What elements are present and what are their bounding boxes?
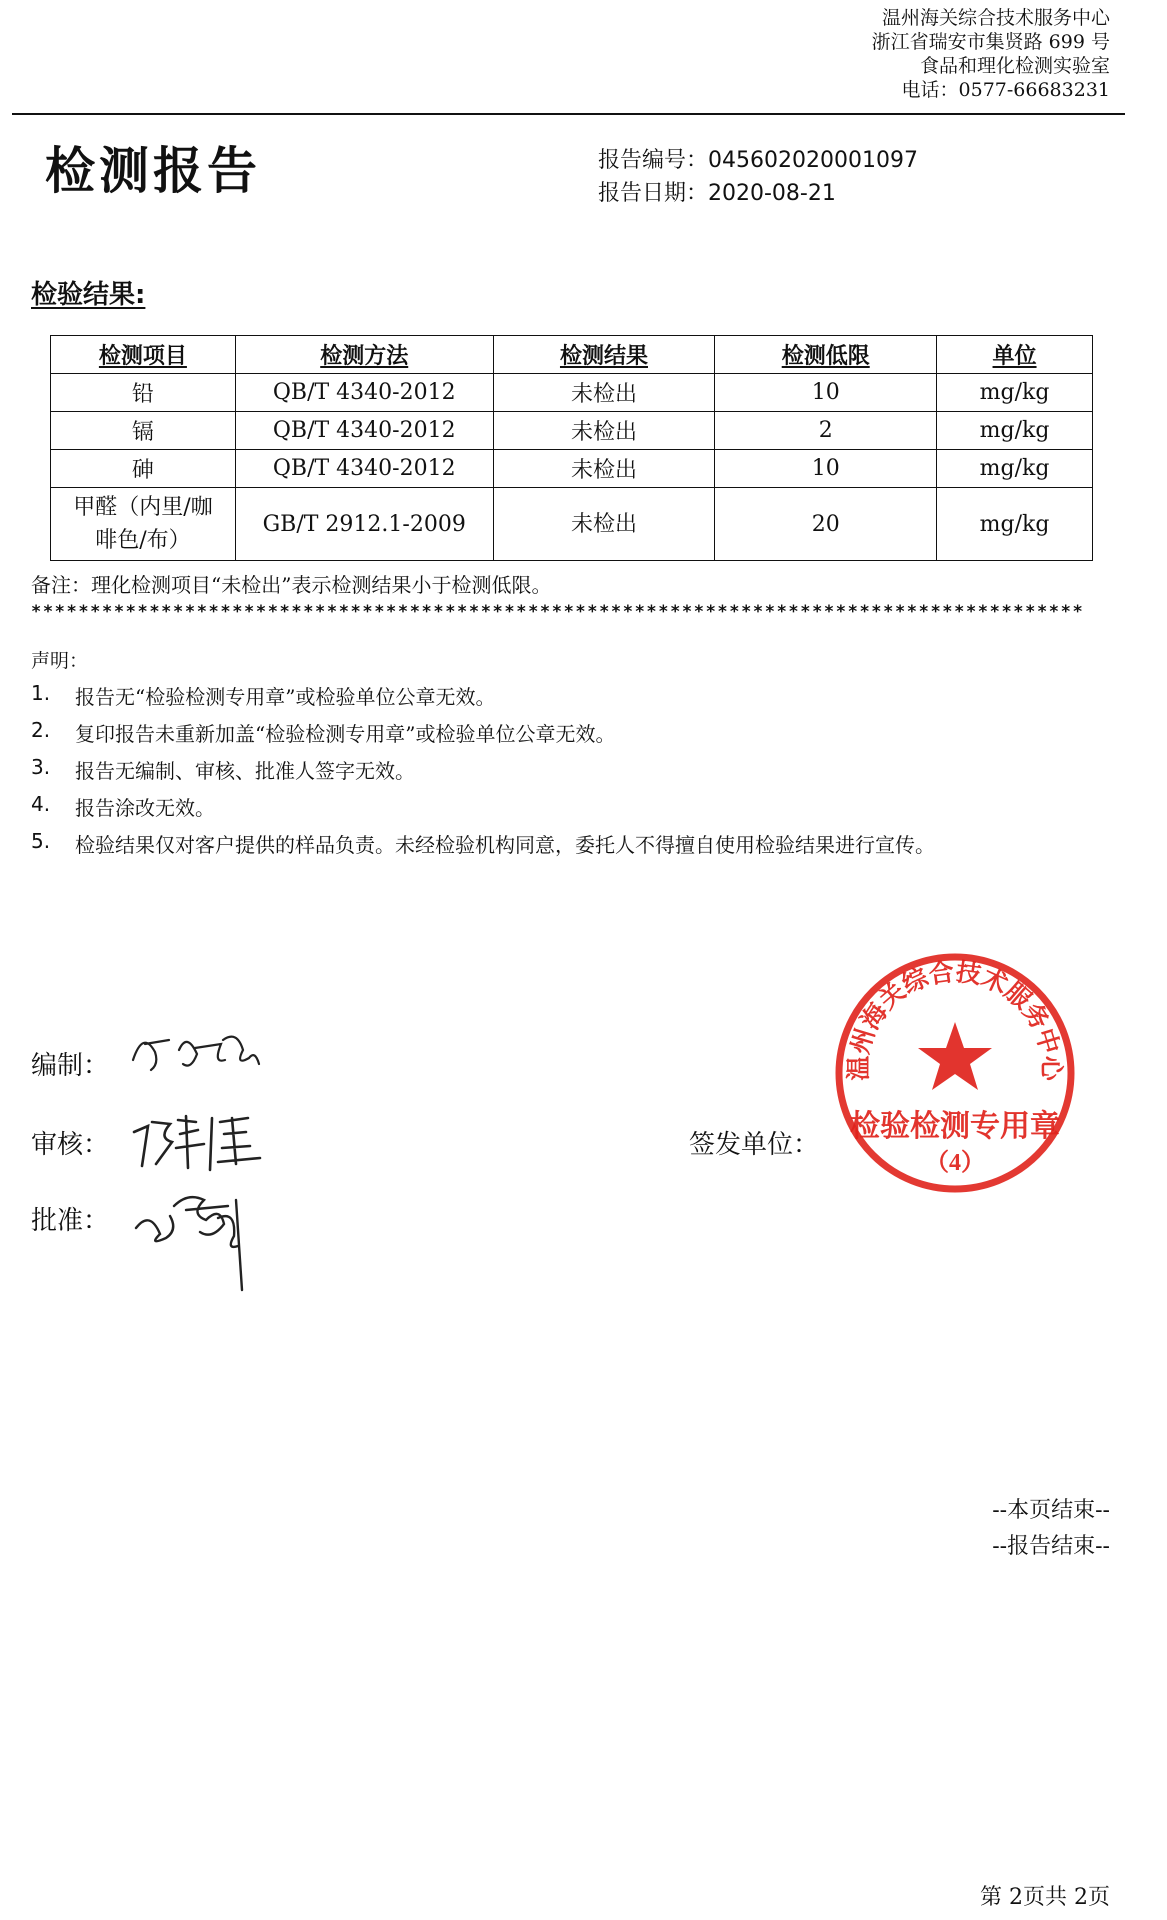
item-text: 报告无编制、审核、批准人签字无效。 [75, 759, 415, 783]
col-header-item: 检测项目 [51, 336, 236, 374]
item-number: 4. [31, 792, 51, 816]
seal-number-text: （4） [925, 1150, 985, 1176]
section-heading: 检验结果: [31, 280, 146, 310]
compiler-label: 编制： [31, 1051, 110, 1081]
cell-unit: mg/kg [937, 450, 1093, 488]
seal-purpose-text: 检验检测专用章 [850, 1110, 1060, 1143]
col-header-unit: 单位 [937, 336, 1093, 374]
org-phone: 电话：0577-66683231 [901, 79, 1110, 101]
report-date: 报告日期：2020-08-21 [598, 181, 836, 206]
cell-unit: mg/kg [937, 374, 1093, 412]
compiler-signature [125, 1020, 265, 1080]
reviewer-signature [128, 1108, 268, 1178]
report-end-mark: --报告结束-- [992, 1534, 1110, 1559]
declaration-list [31, 681, 935, 866]
results-table [50, 335, 1093, 561]
cell-limit: 2 [715, 412, 937, 450]
cell-method: QB/T 4340-2012 [235, 412, 493, 450]
cell-method: QB/T 4340-2012 [235, 374, 493, 412]
item-text: 复印报告未重新加盖“检验检测专用章”或检验单位公章无效。 [75, 722, 616, 746]
item-text: 报告涂改无效。 [75, 796, 215, 820]
reviewer-label: 审核： [31, 1130, 110, 1160]
header-divider [12, 113, 1125, 115]
org-name: 温州海关综合技术服务中心 [881, 7, 1110, 29]
approver-signature [130, 1180, 260, 1292]
report-title: 检测报告 [45, 142, 261, 200]
cell-limit: 10 [715, 450, 937, 488]
page-number: 第 2页共 2页 [980, 1885, 1110, 1910]
col-header-limit: 检测低限 [715, 336, 937, 374]
declaration-title: 声明： [31, 650, 89, 672]
report-number: 报告编号：045602020001097 [598, 148, 918, 173]
issuer-label: 签发单位： [689, 1130, 820, 1160]
org-address: 浙江省瑞安市集贤路 699 号 [871, 31, 1110, 53]
seal-org-text: 温州海关综合技术服务中心 [845, 959, 1065, 1081]
lab-name: 食品和理化检测实验室 [919, 55, 1110, 77]
item-number: 5. [31, 829, 51, 853]
official-seal [830, 948, 1080, 1198]
remark-note: 备注：理化检测项目“未检出”表示检测结果小于检测低限。 [31, 573, 552, 597]
cell-method: QB/T 4340-2012 [235, 450, 493, 488]
table-row [51, 374, 1093, 412]
table-row [51, 450, 1093, 488]
cell-result: 未检出 [493, 450, 715, 488]
item-number: 2. [31, 718, 51, 742]
list-item [31, 755, 935, 792]
cell-limit: 10 [715, 374, 937, 412]
list-item [31, 792, 935, 829]
cell-result: 未检出 [493, 374, 715, 412]
cell-item: 甲醛（内里/咖啡色/布） [51, 488, 236, 561]
cell-item: 铅 [51, 374, 236, 412]
approver-label: 批准： [31, 1206, 110, 1236]
col-header-method: 检测方法 [235, 336, 493, 374]
list-item [31, 681, 935, 718]
cell-item: 砷 [51, 450, 236, 488]
page-end-mark: --本页结束-- [992, 1498, 1110, 1523]
item-number: 3. [31, 755, 51, 779]
report-meta [598, 144, 918, 210]
table-header-row [51, 336, 1093, 374]
cell-result: 未检出 [493, 488, 715, 561]
asterisk-separator: ***************************************************************************************** [31, 602, 1085, 622]
end-marks [992, 1493, 1110, 1565]
item-number: 1. [31, 681, 51, 705]
item-text: 检验结果仅对客户提供的样品负责。未经检验机构同意，委托人不得擅自使用检验结果进行宣传。 [75, 833, 935, 857]
cell-unit: mg/kg [937, 488, 1093, 561]
list-item [31, 829, 935, 866]
col-header-result: 检测结果 [493, 336, 715, 374]
lab-header [872, 6, 1110, 102]
table-row [51, 488, 1093, 561]
cell-method: GB/T 2912.1-2009 [235, 488, 493, 561]
table-row [51, 412, 1093, 450]
cell-item: 镉 [51, 412, 236, 450]
item-text: 报告无“检验检测专用章”或检验单位公章无效。 [75, 685, 496, 709]
cell-unit: mg/kg [937, 412, 1093, 450]
cell-limit: 20 [715, 488, 937, 561]
list-item [31, 718, 935, 755]
cell-result: 未检出 [493, 412, 715, 450]
star-icon [918, 1022, 992, 1090]
